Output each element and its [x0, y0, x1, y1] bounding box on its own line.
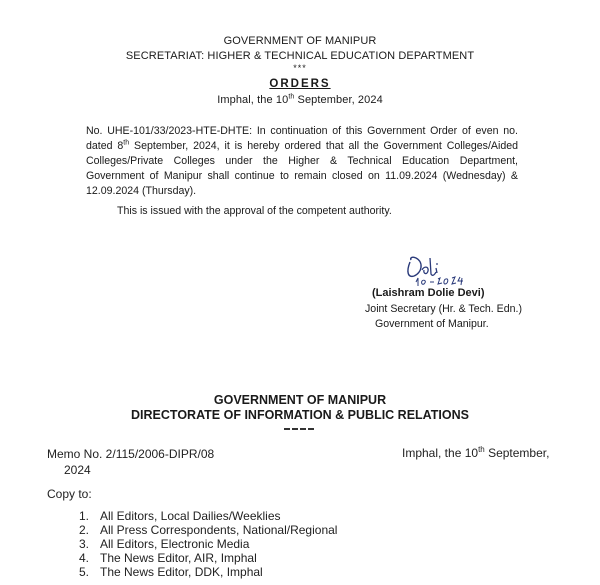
order-body: No. UHE-101/33/2023-HTE-DHTE: In continuation of this Government Order of even no. dated 8th September, 2024, it is hereby ordered that all the Government Colleges/Aided Colleges/Private Colleges under the Higher & Technical Education Department, Government of Manipur shall continue to remain closed on 11.09.2024 (Wednesday) & 12.09.2024 (Thursday). — [86, 125, 518, 197]
order-place-date: Imphal, the 10th September, 2024 — [217, 93, 383, 106]
memo-date: Imphal, the 10th September, — [402, 445, 550, 460]
list-item: 1. All Editors, Local Dailies/Weeklies — [79, 509, 281, 523]
memo-directorate: DIRECTORATE OF INFORMATION & PUBLIC RELATIONS — [131, 408, 469, 422]
list-item: 3. All Editors, Electronic Media — [79, 537, 250, 551]
order-gov-title: GOVERNMENT OF MANIPUR — [223, 35, 377, 47]
memo-divider — [284, 428, 314, 430]
signatory-designation: Joint Secretary (Hr. & Tech. Edn.) — [365, 303, 523, 315]
order-department: SECRETARIAT: HIGHER & TECHNICAL EDUCATION DEPARTMENT — [125, 50, 475, 62]
list-item: 5. The News Editor, DDK, Imphal — [79, 565, 263, 579]
memo-year: 2024 — [64, 463, 91, 477]
memo-gov-title: GOVERNMENT OF MANIPUR — [213, 393, 387, 407]
signatory-office: Government of Manipur. — [375, 318, 489, 330]
signatory-name: (Laishram Dolie Devi) — [372, 287, 485, 299]
orders-heading: ORDERS — [269, 78, 331, 90]
list-item: 2. All Press Correspondents, National/Regional — [79, 523, 338, 537]
copy-to-label: Copy to: — [47, 487, 92, 501]
order-approval: This is issued with the approval of the competent authority. — [117, 205, 392, 217]
order-stars: *** — [293, 63, 307, 73]
handwritten-signature — [402, 248, 492, 290]
memo-number: Memo No. 2/115/2006-DIPR/08 — [47, 447, 215, 461]
recipient-list — [79, 509, 337, 579]
list-item: 4. The News Editor, AIR, Imphal — [79, 551, 257, 565]
